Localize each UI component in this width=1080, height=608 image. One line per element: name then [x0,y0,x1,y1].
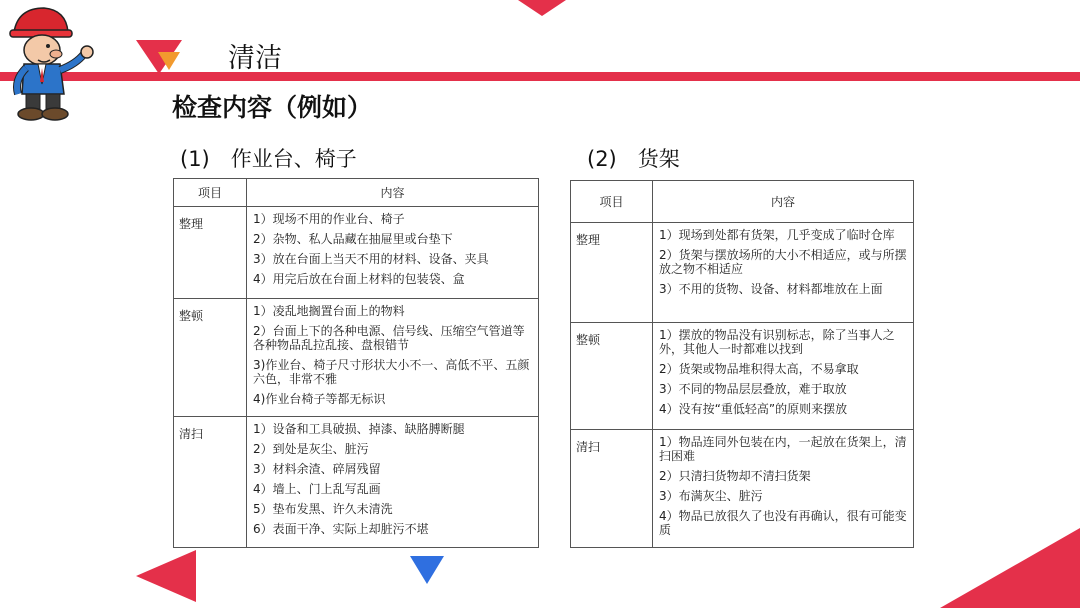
category-cell: 清扫 [571,430,653,548]
table-header-row [571,181,914,223]
list-item: 3)作业台、椅子尺寸形状大小不一、高低不平、五颜六色，非常不雅 [253,358,530,386]
list-item: 4)作业台椅子等都无标识 [253,392,386,406]
category-cell: 整理 [571,223,653,323]
slide-title: 清洁 [228,43,282,74]
category-cell: 整理 [174,207,247,299]
list-item: 6）表面干净、实际上却脏污不堪 [253,522,429,536]
list-item: 3）放在台面上当天不用的材料、设备、夹具 [253,252,489,266]
table-row-sort [174,207,539,299]
list-item: 2）货架或物品堆积得太高，不易拿取 [659,362,859,376]
list-item: 1）凌乱地搁置台面上的物料 [253,304,405,318]
list-item: 4）用完后放在台面上材料的包装袋、盒 [253,272,465,286]
shelf-section-heading: (2) 货架 [587,147,680,171]
list-item: 2）台面上下的各种电源、信号线、压缩空气管道等各种物品乱拉乱接、盘根错节 [253,324,525,352]
category-cell: 清扫 [174,417,247,548]
column-header-content: 内容 [653,181,914,223]
list-item: 2）杂物、私人品藏在抽屉里或台垫下 [253,232,453,246]
table-row-set-in-order [571,323,914,430]
column-header-item: 项目 [571,181,653,223]
list-item: 4）物品已放很久了也没有再确认，很有可能变质 [659,509,907,537]
top-center-triangle-decoration [518,0,566,16]
worker-mascot-illustration [4,2,102,122]
items-cell [653,223,914,323]
list-item: 3）不同的物品层层叠放，难于取放 [659,382,847,396]
items-cell [247,299,539,417]
list-item: 5）垫布发黑、许久未清洗 [253,502,393,516]
list-item: 4）没有按“重低轻高”的原则来摆放 [659,402,848,416]
table-header-row [174,179,539,207]
list-item: 1）物品连同外包装在内，一起放在货架上，清扫困难 [659,435,907,463]
list-item: 3）不用的货物、设备、材料都堆放在上面 [659,282,883,296]
table-row-clean [571,430,914,548]
column-header-item: 项目 [174,179,247,207]
bottom-right-triangle-decoration [940,528,1080,608]
shelf-inspection-table [570,180,914,548]
bottom-blue-triangle-decoration [410,556,444,584]
column-header-content: 内容 [247,179,539,207]
list-item: 1）设备和工具破损、掉漆、缺胳膊断腿 [253,422,465,436]
workbench-section-heading: (1) 作业台、椅子 [180,147,357,171]
list-item: 4）墙上、门上乱写乱画 [253,482,381,496]
list-item: 2）到处是灰尘、脏污 [253,442,369,456]
list-item: 3）布满灰尘、脏污 [659,489,763,503]
workbench-inspection-table [173,178,539,548]
category-cell: 整顿 [174,299,247,417]
list-item: 3）材料余渣、碎屑残留 [253,462,381,476]
category-cell: 整顿 [571,323,653,430]
header-orange-triangle-decoration [158,52,180,70]
items-cell [247,207,539,299]
bottom-left-triangle-decoration [136,550,196,602]
section-heading: 检查内容（例如） [172,93,373,122]
table-row-sort [571,223,914,323]
items-cell [653,430,914,548]
list-item: 1）现场到处都有货架，几乎变成了临时仓库 [659,228,895,242]
items-cell [653,323,914,430]
list-item: 2）只清扫货物却不清扫货架 [659,469,811,483]
items-cell [247,417,539,548]
list-item: 2）货架与摆放场所的大小不相适应，或与所摆放之物不相适应 [659,248,907,276]
table-row-clean [174,417,539,548]
list-item: 1）现场不用的作业台、椅子 [253,212,405,226]
list-item: 1）摆放的物品没有识别标志，除了当事人之外，其他人一时都难以找到 [659,328,895,356]
table-row-set-in-order [174,299,539,417]
